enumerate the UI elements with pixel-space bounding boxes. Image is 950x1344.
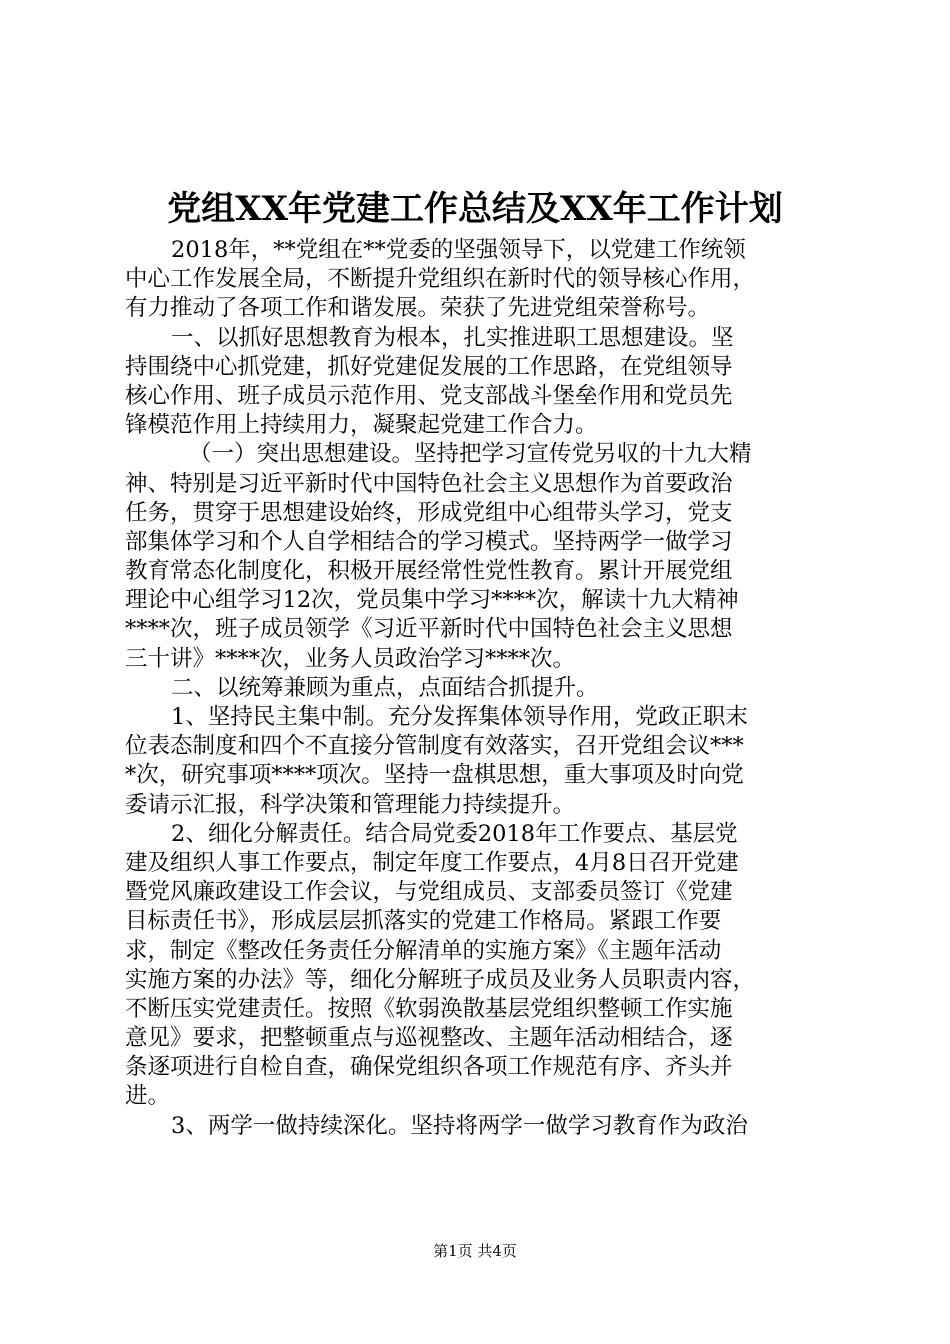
document-body <box>125 236 825 1141</box>
paragraph-line: 教育常态化制度化，积极开展经常性党性教育。累计开展党组 <box>125 558 733 585</box>
paragraph-line: 目标责任书》，形成层层抓落实的党建工作格局。紧跟工作要 <box>125 908 722 935</box>
paragraph-line: 一、以抓好思想教育为根本，扎实推进职工思想建设。坚 <box>171 324 734 351</box>
paragraph-line: 1、坚持民主集中制。充分发挥集体领导作用，党政正职末 <box>171 704 748 730</box>
paragraph-line: 中心工作发展全局，不断提升党组织在新时代的领导核心作用， <box>125 266 756 293</box>
paragraph-line: 持围绕中心抓党建，抓好党建促发展的工作思路，在党组领导 <box>125 353 733 380</box>
paragraph-line: ****次，班子成员领学《习近平新时代中国特色社会主义思想 <box>125 616 733 643</box>
paragraph-line: 委请示汇报，科学决策和管理能力持续提升。 <box>125 791 576 818</box>
paragraph-line: 实施方案的办法》等，细化分解班子成员及业务人员职责内容， <box>125 966 756 993</box>
paragraph-line: 理论中心组学习12次，党员集中学习****次，解读十九大精神 <box>125 587 739 614</box>
paragraph-line: 锋模范作用上持续用力，凝聚起党建工作合力。 <box>125 412 598 439</box>
paragraph-line: 不断压实党建责任。按照《软弱涣散基层党组织整顿工作实施 <box>125 995 733 1022</box>
paragraph-line: 神、特别是习近平新时代中国特色社会主义思想作为首要政治 <box>125 470 733 497</box>
document-title: 党组XX年党建工作总结及XX年工作计划 <box>167 189 783 229</box>
paragraph-line: 位表态制度和四个不直接分管制度有效落实，召开党组会议*** <box>125 733 744 760</box>
paragraph-line: 2、细化分解责任。结合局党委2018年工作要点、基层党 <box>171 820 738 847</box>
paragraph-line: 暨党风廉政建设工作会议，与党组成员、支部委员签订《党建 <box>125 879 733 906</box>
paragraph-line: 3、两学一做持续深化。坚持将两学一做学习教育作为政治 <box>171 1112 748 1139</box>
paragraph-line: 意见》要求，把整顿重点与巡视整改、主题年活动相结合，逐 <box>125 1025 733 1052</box>
paragraph-line: 进。 <box>125 1083 171 1110</box>
paragraph-line: 有力推动了各项工作和谐发展。荣获了先进党组荣誉称号。 <box>125 295 711 322</box>
paragraph-line: 条逐项进行自检自查，确保党组织各项工作规范有序、齐头并 <box>125 1054 733 1081</box>
paragraph-line: 2018年，**党组在**党委的坚强领导下，以党建工作统领 <box>171 237 746 263</box>
paragraph-line: 核心作用、班子成员示范作用、党支部战斗堡垒作用和党员先 <box>125 382 733 409</box>
paragraph-line: *次，研究事项****项次。坚持一盘棋思想，重大事项及时向党 <box>125 762 744 789</box>
paragraph-line: 部集体学习和个人自学相结合的学习模式。坚持两学一做学习 <box>125 528 733 555</box>
paragraph-line: 求，制定《整改任务责任分解清单的实施方案》《主题年活动 <box>125 937 722 964</box>
page-footer: 第1页 共4页 <box>433 1242 517 1260</box>
paragraph-line: 三十讲》****次，业务人员政治学习****次。 <box>125 645 576 672</box>
paragraph-line: 任务，贯穿于思想建设始终，形成党组中心组带头学习，党支 <box>125 499 733 526</box>
paragraph-line: 建及组织人事工作要点，制定年度工作要点，4月8日召开党建 <box>125 849 739 876</box>
paragraph-line: （一）突出思想建设。坚持把学习宣传党另収的十九大精 <box>189 441 752 468</box>
paragraph-line: 二、以统筹兼顾为重点，点面结合抓提升。 <box>171 674 599 701</box>
